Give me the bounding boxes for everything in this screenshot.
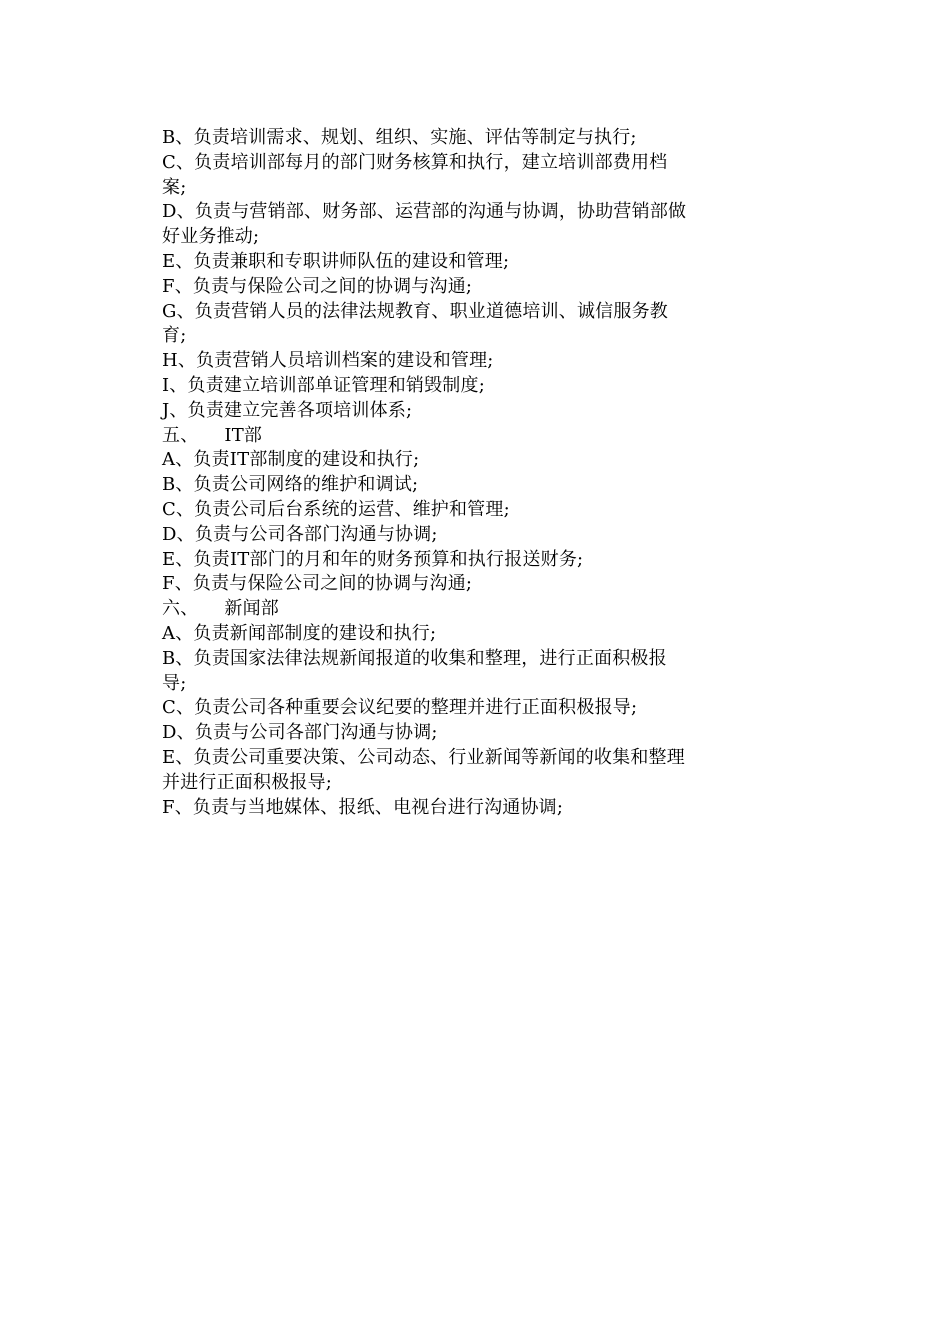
text-line: C、负责公司各种重要会议纪要的整理并进行正面积极报导; — [162, 697, 638, 719]
text-line: G、负责营销人员的法律法规教育、职业道德培训、诚信服务教 — [162, 300, 668, 322]
text-line: D、负责与公司各部门沟通与协调; — [162, 722, 438, 744]
text-line: E、负责IT部门的月和年的财务预算和执行报送财务; — [162, 548, 584, 570]
text-line: 导; — [162, 672, 187, 694]
text-line: F、负责与保险公司之间的协调与沟通; — [162, 275, 473, 297]
document-page — [162, 126, 787, 820]
text-line: E、负责兼职和专职讲师队伍的建设和管理; — [162, 250, 510, 272]
text-line: A、负责新闻部制度的建设和执行; — [162, 622, 437, 644]
text-line: A、负责IT部制度的建设和执行; — [162, 449, 420, 471]
section-heading-it — [162, 424, 787, 449]
section-number: 六、 — [162, 598, 199, 620]
text-line: C、负责培训部每月的部门财务核算和执行，建立培训部费用档 — [162, 151, 668, 173]
text-line: E、负责公司重要决策、公司动态、行业新闻等新闻的收集和整理 — [162, 746, 685, 768]
section-title: IT部 — [224, 424, 263, 446]
text-line: J、负责建立完善各项培训体系; — [162, 399, 413, 421]
section-title: 新闻部 — [224, 598, 280, 620]
text-line: B、负责国家法律法规新闻报道的收集和整理，进行正面积极报 — [162, 647, 667, 669]
section-heading-news — [162, 597, 787, 622]
text-line: 案; — [162, 176, 187, 198]
text-line: D、负责与营销部、财务部、运营部的沟通与协调，协助营销部做 — [162, 201, 687, 223]
text-line: B、负责公司网络的维护和调试; — [162, 474, 419, 496]
text-line: H、负责营销人员培训档案的建设和管理; — [162, 350, 494, 372]
text-line: B、负责培训需求、规划、组织、实施、评估等制定与执行; — [162, 127, 637, 148]
text-line: 并进行正面积极报导; — [162, 771, 333, 793]
text-line: 好业务推动; — [162, 226, 260, 248]
text-line: C、负责公司后台系统的运营、维护和管理; — [162, 498, 510, 520]
text-line: I、负责建立培训部单证管理和销毁制度; — [162, 374, 485, 396]
text-line: F、负责与保险公司之间的协调与沟通; — [162, 573, 473, 595]
text-line: 育; — [162, 325, 187, 347]
text-line: F、负责与当地媒体、报纸、电视台进行沟通协调; — [162, 796, 564, 818]
section-number: 五、 — [162, 424, 199, 446]
text-line: D、负责与公司各部门沟通与协调; — [162, 523, 438, 545]
